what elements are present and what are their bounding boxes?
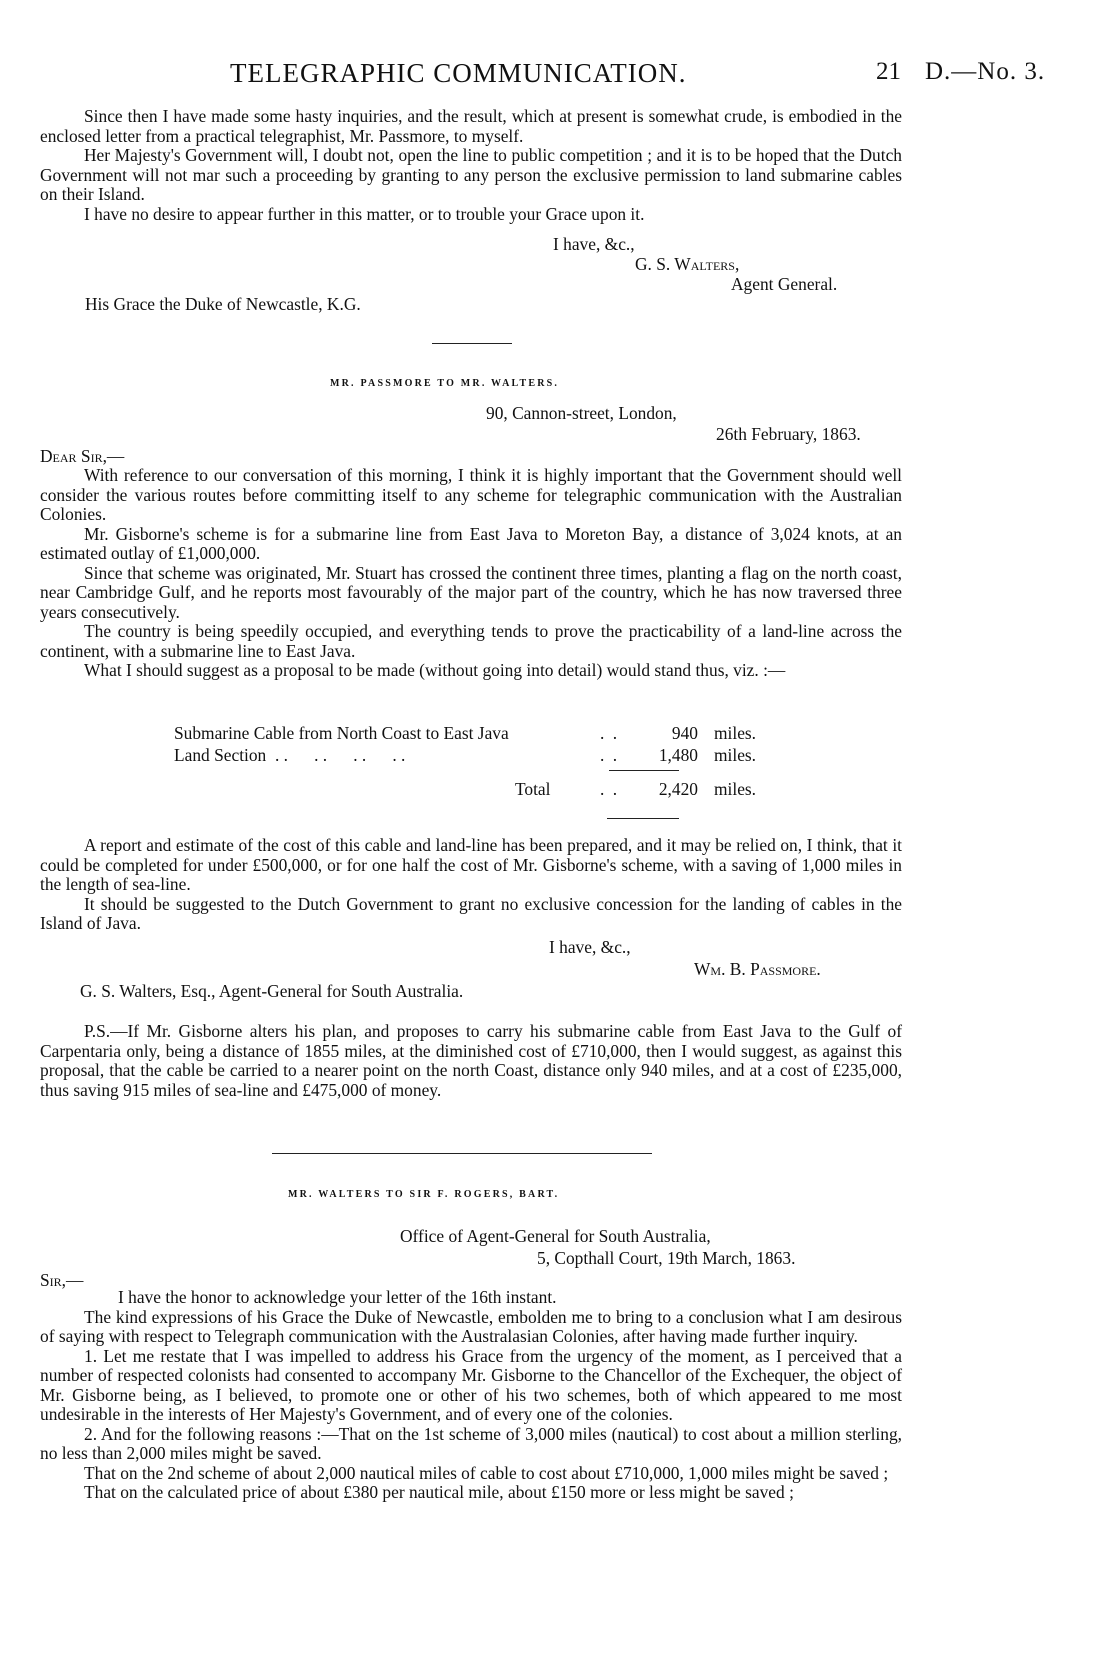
table-row-unit: miles. [714,723,757,743]
paragraph: 1. Let me restate that I was impelled to address his Grace from the urgency of the moment, as I perceived that a number of respected colonists had consented to accompany Mr. Gisborne to the Chancellor of the Exchequer, the object of Mr. Gisborne being, as I believed, to promote one or other of his two schemes, both of which appeared to me most undesirable in the interests of Her Majesty's Government, and of every one of the colonies. [40,1345,902,1424]
paragraph: The country is being speedily occupied, and everything tends to prove the practicability of a land-line across the continent, with a submarine line to East Java. [40,621,902,661]
table-total-row [174,779,774,801]
table-row-label: Submarine Cable from North Coast to East Java [174,723,509,743]
letter1-signature-title: Agent General. [731,274,838,294]
paragraph: It should be suggested to the Dutch Government to grant no exclusive concession for the landing of cables in the Island of Java. [40,893,902,933]
document-reference: D.—No. 3. [925,58,1046,85]
table-row-label: Land Section . . . . . . . . [174,745,406,765]
paragraph: Since that scheme was originated, Mr. Stuart has crossed the continent three times, planting a flag on the north coast, near Cambridge Gulf, and he reports most favourably of the major part of the country, which he has now traversed three years consecutively. [40,562,902,622]
letter2-postscript [40,1022,902,1100]
paragraph: A report and estimate of the cost of this cable and land-line has been prepared, and it may be relied on, I think, that it could be completed for under £500,000, or for one half the cost of Mr. Gisborne's scheme, with a saving of 1,000 miles in the length of sea-line. [40,835,902,894]
paragraph: I have the honor to acknowledge your letter of the 16th instant. [118,1287,557,1307]
letter2-body-continued [40,836,902,934]
table-total-unit: miles. [714,779,757,799]
paragraph: Mr. Gisborne's scheme is for a submarine line from East Java to Moreton Bay, a distance of 3,024 knots, at an estimated outlay of £1,000,000. [40,523,902,563]
section-divider [272,1153,652,1154]
letter3-salutation: Sir,— [40,1270,84,1290]
page-header-title: TELEGRAPHIC COMMUNICATION. [230,58,687,88]
letter2-addressee: G. S. Walters, Esq., Agent-General for South Australia. [80,981,464,1001]
letter2-closing: I have, &c., [549,937,631,957]
letter1-body [40,107,902,224]
letter2-heading: MR. PASSMORE TO MR. WALTERS. [330,378,560,389]
paragraph: That on the calculated price of about £380 per nautical mile, about £150 more or less might be saved ; [84,1482,794,1502]
table-row-unit: miles. [714,745,757,765]
letter3-body [40,1288,902,1503]
letter2-salutation: Dear Sir,— [40,446,125,466]
page-number: 21 [876,58,901,85]
letter2-signature: Wm. B. Passmore. [694,959,821,979]
letter3-address-date: 5, Copthall Court, 19th March, 1863. [537,1248,796,1268]
paragraph: That on the 2nd scheme of about 2,000 nautical miles of cable to cost about £710,000, 1,000 miles might be saved ; [84,1462,889,1483]
paragraph: Since then I have made some hasty inquiries, and the result, which at present is somewhat crude, is embodied in the enclosed letter from a practical telegraphist, Mr. Passmore, to myself. [40,106,902,146]
letter1-signature: G. S. Walters, [635,254,740,274]
letter3-address: Office of Agent-General for South Australia, [400,1226,711,1246]
letter2-date: 26th February, 1863. [716,424,861,444]
paragraph: With reference to our conversation of this morning, I think it is highly important that the Government should well consider the various routes before committing itself to any scheme for telegraphic communication with the Australian Colonies. [40,465,902,524]
table-row-leader: . . [600,745,620,765]
table-row-value: 940 [671,723,698,743]
table-total-label: Total [515,779,551,799]
table-row-leader: . . [600,723,620,743]
distance-table [174,723,774,801]
table-total-value: 2,420 [658,779,698,799]
letter3-heading: MR. WALTERS TO SIR F. ROGERS, BART. [288,1189,560,1200]
paragraph: Her Majesty's Government will, I doubt not, open the line to public competition ; and it is to be hoped that the Dutch Government will not mar such a proceeding by granting to any person the exclusive permission to land submarine cables on their Island. [40,145,902,204]
table-total-leader: . . [600,779,620,799]
section-divider [432,343,512,344]
table-row-value: 1,480 [658,745,698,765]
paragraph: The kind expressions of his Grace the Duke of Newcastle, embolden me to bring to a conclusion what I am desirous of saying with respect to Telegraph communication with the Australasian Colonies, after having made further inquiry. [40,1306,902,1346]
paragraph: I have no desire to appear further in this matter, or to trouble your Grace upon it. [84,203,645,224]
letter1-addressee: His Grace the Duke of Newcastle, K.G. [85,294,361,314]
table-row [174,745,774,767]
paragraph: What I should suggest as a proposal to be made (without going into detail) would stand thus, viz. :— [84,660,786,680]
paragraph: 2. And for the following reasons :—That on the 1st scheme of 3,000 miles (nautical) to cost about a million sterling, no less than 2,000 miles might be saved. [40,1423,902,1463]
table-bottom-rule [607,818,679,819]
letter1-closing: I have, &c., [553,234,635,254]
postscript: P.S.—If Mr. Gisborne alters his plan, and proposes to carry his submarine cable from East Java to the Gulf of Carpentaria only, being a distance of 1855 miles, at the diminished cost of £710,000, then I would suggest, as against this proposal, that the cable be carried to a nearer point on the north Coast, distance only 940 miles, and at a cost of £235,000, thus saving 915 miles of sea-line and £475,000 of money. [40,1021,902,1100]
letter2-body [40,466,902,681]
total-rule [609,770,679,771]
letter2-address: 90, Cannon-street, London, [486,403,677,423]
table-row [174,723,774,745]
